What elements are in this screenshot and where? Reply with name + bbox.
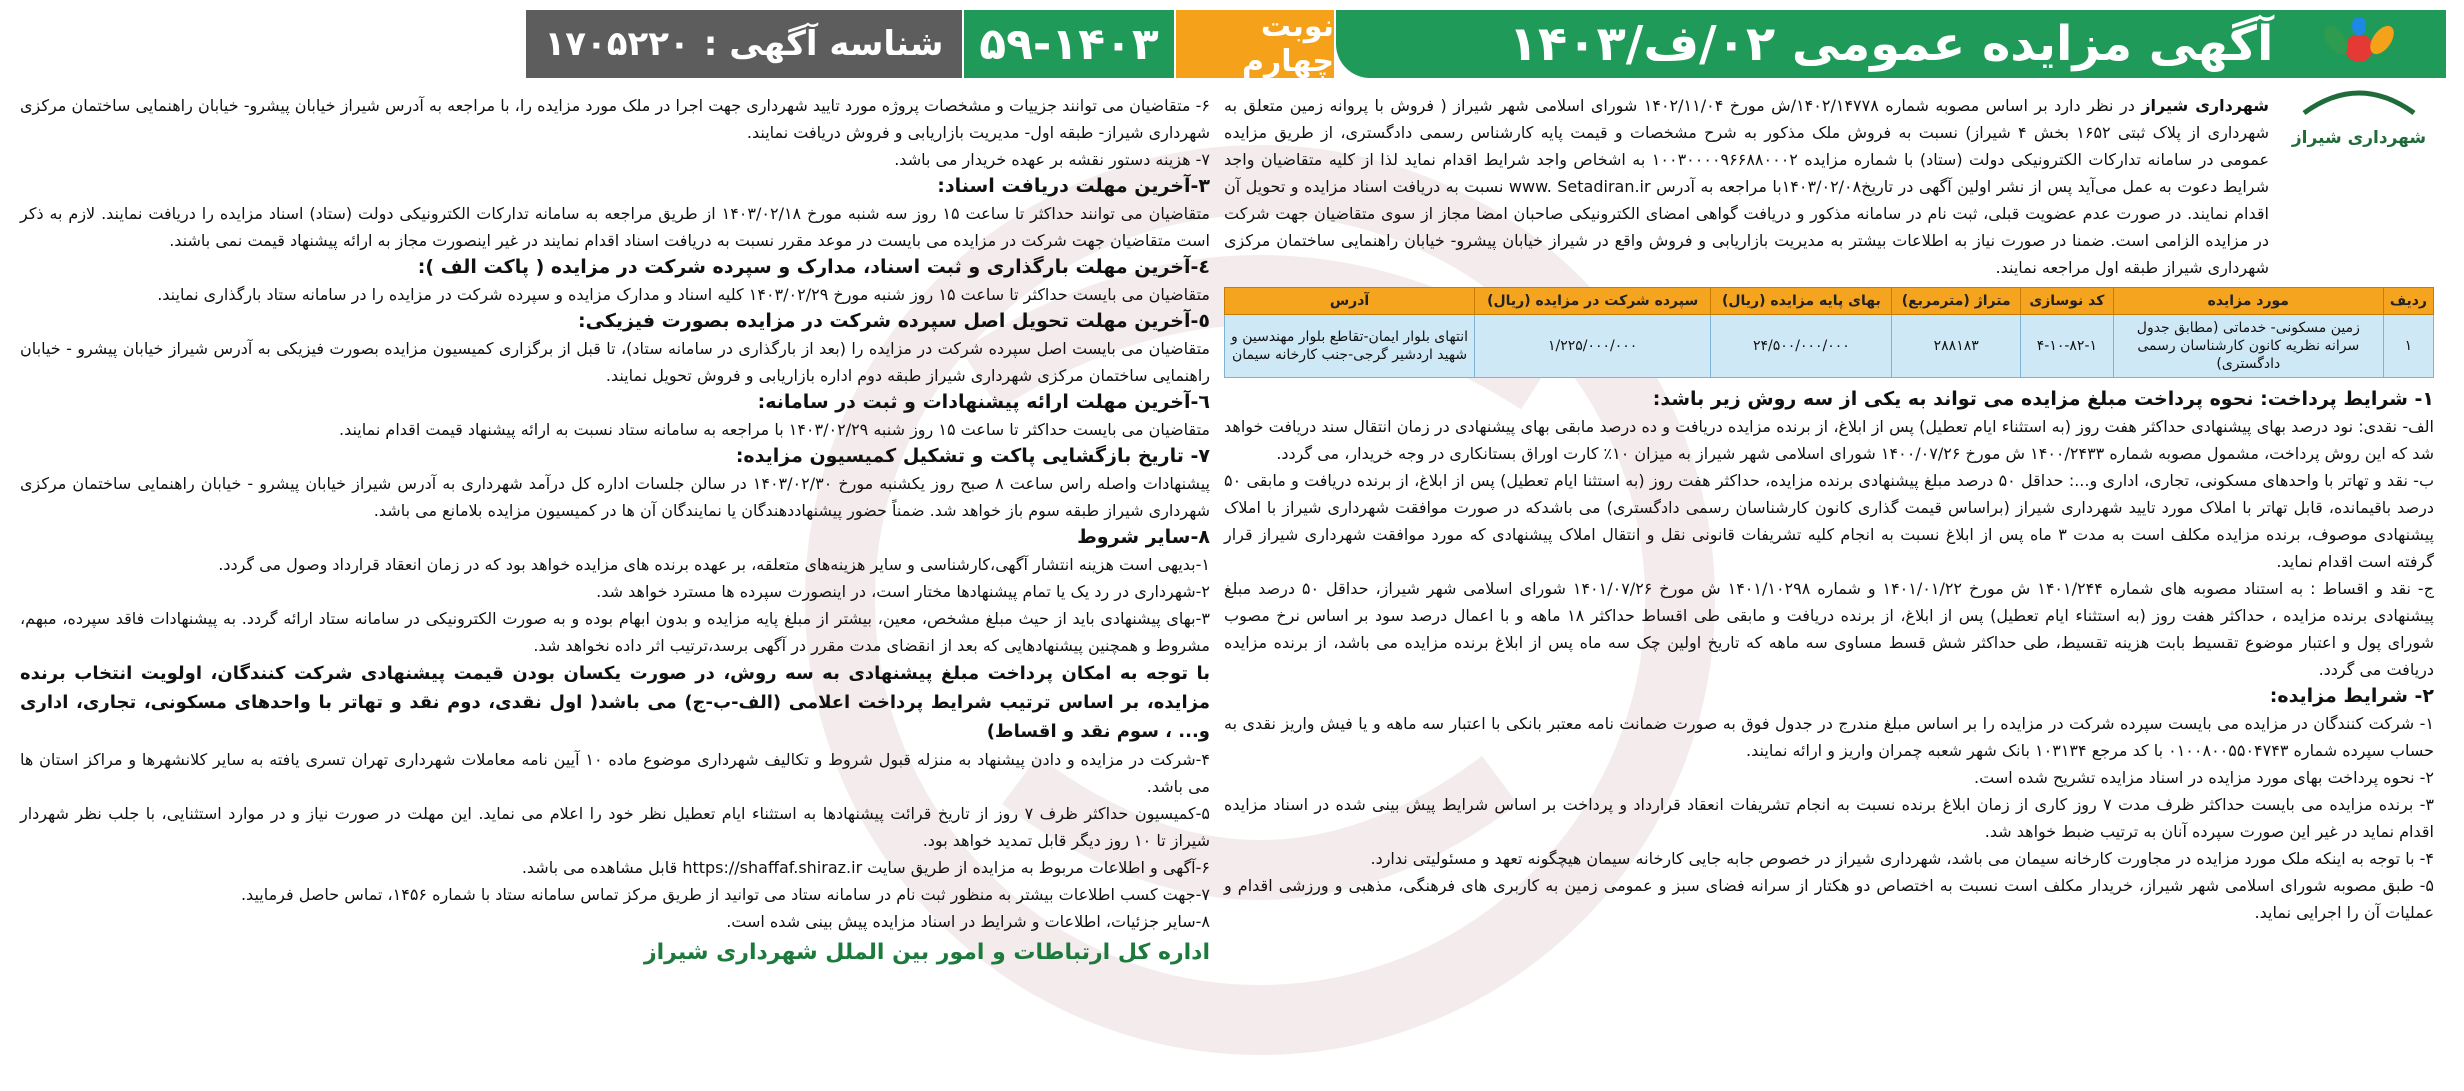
header-banner — [526, 10, 2446, 78]
left-column — [20, 92, 1210, 1077]
table-row — [1225, 315, 2434, 378]
section-body: پیشنهادات واصله راس ساعت ۸ صبح روز یکشنبه مورخ ۱۴۰۳/۰۲/۳۰ در سالن جلسات اداره کل درآمد شهرداری به آدرس شیراز خیابان پیشرو - خیابان راهنمایی ساختمان مرکزی شهرداری شیراز طبقه سوم باز خواهد شد. ضمناً حضور پیشنهاددهندگان یا نمایندگان آن ها در کمیسیون مزایده بلامانع می باشد. — [20, 474, 1211, 520]
other-condition: ۲-شهرداری در رد یک یا تمام پیشنهادها مختار است، در اینصورت سپرده ها مسترد خواهد شد. — [596, 582, 1210, 601]
auction-term: ۱- شرکت کنندگان در مزایده می بایست سپرده شرکت در مزایده را بر اساس مبلغ مندرج در جدول فوق به صورت ضمانت نامه معتبر بانکی با اعتبار سه ماهه و یا فیش واریز نقدی به حساب سپرده شماره ۰۱۰۰۸۰۰۵۵۰۴۷۴۳ با کد مرجع ۱۰۳۱۳۴ بانک شهر شعبه چمران واریز و ارائه نمایند. — [1224, 714, 2434, 760]
section-heading: ۳-آخرین مهلت دریافت اسناد: — [937, 175, 1210, 197]
table-header-cell: آدرس — [1225, 288, 1475, 315]
footer-signature: اداره کل ارتباطات و امور بین الملل شهرداری شیراز — [643, 940, 1210, 965]
table-cell: ۴-۱۰-۸۲-۱ — [2020, 315, 2113, 378]
section-body: متقاضیان می بایست حداکثر تا ساعت ۱۵ روز شنبه ۱۴۰۳/۰۲/۲۹ با مراجعه به سامانه ستاد نسبت به ارائه پیشنهاد قیمت اقدام نمایند. — [338, 420, 1210, 439]
auction-terms-heading: ۲- شرایط مزایده: — [2269, 685, 2434, 707]
other-conditions-heading: ۸-سایر شروط — [1077, 526, 1210, 548]
payment-term-cash: الف- نقدی: نود درصد بهای پیشنهادی حداکثر هفت روز (به استثناء ایام تعطیل) پس از ابلاغ، از برنده مزایده دریافت و ده درصد مابقی بهای پیشنهادی در زمان انتقال سند دریافت خواهد شد که این روش پرداخت، مشمول مصوبه شماره ۱۴۰۰/۲۴۳۳ ش مورخ ۱۴۰۰/۰۷/۲۶ شورای اسلامی شهر شیراز به میزان ۱۰٪ کارت اوراق بستانکاری در وجه خریدار، می گردد. — [1224, 417, 2434, 463]
table-cell: ۱/۲۲۵/۰۰۰/۰۰۰ — [1475, 315, 1711, 378]
priority-bold-text: با توجه به امکان پرداخت مبلغ پیشنهادی به سه روش، در صورت یکسان بودن قیمت پیشنهادی شرکت کنندگان، اولویت انتخاب برنده مزایده، بر اساس ترتیب شرایط پرداخت اعلامی (الف-ب-ج) می باشد( اول نقدی، دوم نقد و تهاتر با واحدهای مسکونی، تجاری، اداری و... ، سوم نقد و اقساط) — [20, 663, 1210, 742]
intro-municipality: شهرداری شیراز — [2141, 96, 2270, 115]
section-body: متقاضیان می بایست حداکثر تا ساعت ۱۵ روز شنبه مورخ ۱۴۰۳/۰۲/۲۹ کلیه اسناد و مدارک مزایده و سپرده شرکت در مزایده را در سامانه ستاد بارگذاری نمایند. — [157, 285, 1210, 304]
auction-term: ۳- برنده مزایده می بایست حداکثر ظرف مدت ۷ روز کاری از زمان ابلاغ برنده نسبت به انجام تشریفات انعقاد قرارداد و پرداخت بر اساس شرایط پیش بینی شده در اسناد مزایده اقدام نماید در غیر این صورت سپرده آنان به ترتیب ضبط خواهد شد. — [1224, 795, 2434, 841]
other-condition: ۴-شرکت در مزایده و دادن پیشنهاد به منزله قبول شروط و تکالیف شهرداری موضوع ماده ۱۰ آیین نامه معاملات شهرداری تهران تسری یافته به سایر کلانشهرها و مراکز استان ها می باشد. — [20, 750, 1210, 796]
table-cell: انتهای بلوار ایمان-تقاطع بلوار مهندسین و شهید اردشیر گرجی-جنب کارخانه سیمان — [1225, 315, 1475, 378]
section-body: متقاضیان می بایست اصل سپرده شرکت در مزایده را (بعد از بارگذاری در سامانه ستاد)، تا قبل از برگزاری کمیسیون مزایده بصورت فیزیکی به آدرس شیراز خیابان پیشرو - خیابان راهنمایی ساختمان مرکزی شهرداری شیراز طبقه دوم اداره بازاریابی و فروش تحویل نمایند. — [20, 339, 1210, 385]
section-heading: ٦-آخرین مهلت ارائه پیشنهادات و ثبت در سامانه: — [757, 391, 1210, 413]
table-header-cell: بهای پایه مزایده (ریال) — [1711, 288, 1892, 315]
other-condition: ۸-سایر جزئیات، اطلاعات و شرایط در اسناد مزایده پیش بینی شده است. — [726, 912, 1210, 931]
table-header-cell: سپرده شرکت در مزایده (ریال) — [1475, 288, 1711, 315]
table-cell: زمین مسکونی- خدماتی (مطابق جدول سرانه نظریه کانون کارشناسان رسمی دادگستری) — [2113, 315, 2383, 378]
ad-id-label: شناسه آگهی : — [703, 24, 944, 64]
intro-paragraph — [1224, 92, 2434, 281]
ad-id-value: ۱۷۰۵۲۲۰ — [544, 24, 690, 64]
notice-number: ۵۹-۱۴۰۳ — [964, 10, 1174, 78]
left-item: ۷- هزینه دستور نقشه بر عهده خریدار می باشد. — [894, 150, 1210, 169]
other-condition: ۵-کمیسیون حداکثر ظرف ۷ روز از تاریخ قرائت پیشنهادها به استثناء ایام تعطیل نظر خود را اعلام می نماید. این مهلت در صورت نیاز و در موارد استثنایی، با جلب نظر شهردار شیراز تا ۱۰ روز دیگر قابل تمدید خواهد بود. — [20, 804, 1211, 850]
payment-terms-heading: ۱- شرایط پرداخت: نحوه پرداخت مبلغ مزایده می تواند به یکی از سه روش زیر باشد: — [1652, 388, 2434, 410]
notice-title: آگهی مزایده عمومی ۰۲/ف/۱۴۰۳ — [1336, 10, 2446, 78]
auction-term: ۵- طبق مصوبه شورای اسلامی شهر شیراز، خریدار مکلف است نسبت به اختصاص دو هکتار از سرانه فضای سبز و عمومی زمین به کاربری های فرهنگی، مذهبی و ورزشی اقدام و عملیات آن را اجرایی نماید. — [1224, 876, 2434, 922]
other-condition: ۶-آگهی و اطلاعات مربوط به مزایده از طریق سایت https://shaffaf.shiraz.ir قابل مشاهده می باشد. — [521, 858, 1210, 877]
table-header-row — [1225, 288, 2434, 315]
table-cell: ۱ — [2383, 315, 2433, 378]
table-header-cell: کد نوسازی — [2020, 288, 2113, 315]
section-heading: ٥-آخرین مهلت تحویل اصل سپرده شرکت در مزایده بصورت فیزیکی: — [578, 310, 1210, 332]
intro-text: در نظر دارد بر اساس مصوبه شماره ۱۴۰۲/۱۴۷۷۸/ش مورخ ۱۴۰۲/۱۱/۰۴ شورای اسلامی شهر شیراز ( فروش با پروانه زمین متعلق به شهرداری از پلاک ثبتی ۱۶۵۲ بخش ۴ شیراز) نسبت به فروش ملک مذکور به شرح مشخصات و قیمت پایه کارشناس رسمی دادگستری، از طریق مزایده عمومی در سامانه تدارکات الکترونیکی دولت (ستاد) با شماره مزایده ۱۰۰۳۰۰۰۰۹۶۶۸۸۰۰۰۲ به اشخاص واجد شرایط اقدام نماید لذا از کلیه متقاضیان واجد شرایط دعوت به عمل می‌آید پس از نشر اولین آگهی در تاریخ۱۴۰۳/۰۲/۰۸با مراجعه به آدرس www. Setadiran.ir نسبت به دریافت اسناد مزایده و تحویل آن اقدام نمایند. در صورت عدم عضویت قبلی، ثبت نام در سامانه مذکور و دریافت گواهی امضای الکترونیکی صاحبان امضا مجاز از سوی متقاضیان جهت شرکت در مزایده الزامی است. ضمنا در صورت نیاز به اطلاعات بیشتر به مدیریت بازاریابی و فروش واقع در شیراز خیابان پیشرو- خیابان راهنمایی ساختمان مرکزی شهرداری شیراز طبقه اول مراجعه نمایند. — [1224, 96, 2270, 277]
other-condition: ۷-جهت کسب اطلاعات بیشتر به منظور ثبت نام در سامانه ستاد می توانید از طریق مرکز تماس سامانه ستاد با شماره ۱۴۵۶، تماس حاصل فرمایید. — [240, 885, 1210, 904]
payment-term-barter: ب- نقد و تهاتر با واحدهای مسکونی، تجاری، اداری و...: حداقل ۵۰ درصد مبلغ پیشنهادی برنده مزایده، حداکثر هفت روز (به استثنا ایام تعطیل) پس از ابلاغ، از برنده دریافت و مابقی ۵۰ درصد باقیمانده، قابل تهاتر با املاک مورد تایید شهرداری شیراز (براساس قیمت گذاری کانون کارشناسان رسمی دادگستری) می باشدکه در صورت موافقت شهرداری شیراز با املاک پیشنهادی موصوف، برنده مزایده مکلف است به مدت ۳ ماه پس از ابلاغ نسبت به انجام کلیه تشریفات قانونی نقل و انتقال املاک پیشنهادی که مورد موافقت شهرداری شیراز قرار گرفته است اقدام نماید. — [1224, 471, 2435, 571]
turn-badge: نوبت چهارم — [1176, 10, 1334, 78]
ad-id-box — [526, 10, 962, 78]
other-condition: ۱-بدیهی است هزینه انتشار آگهی،کارشناسی و سایر هزینه‌های متعلقه، بر عهده برنده های مزایده خواهد بود که در زمان انعقاد قرارداد وصول می گردد. — [218, 555, 1210, 574]
right-column — [1224, 92, 2434, 1077]
other-condition: ۳-بهای پیشنهادی باید از حیث مبلغ مشخص، معین، بیشتر از مبلغ پایه مزایده و بدون ابهام بوده و به صورت الکترونیکی در سامانه ستاد ارائه گردد. به پیشنهادات فاقد سپرده، مبهم، مشروط و همچنین پیشنهادهایی که بعد از انقضای مدت مقرر در آگهی برسد،ترتیب اثر داده نخواهد شد. — [20, 609, 1210, 655]
logo-text: شهرداری شیراز — [2291, 128, 2427, 148]
table-header-cell: ردیف — [2383, 288, 2433, 315]
auction-term: ۴- با توجه به اینکه ملک مورد مزایده در مجاورت کارخانه سیمان می باشد، شهرداری شیراز در خصوص جابه جایی کارخانه سیمان هیچگونه تعهد و مسئولیتی ندارد. — [1370, 849, 2434, 868]
table-header-cell: متراژ (مترمربع) — [1892, 288, 2021, 315]
payment-term-installment: ج- نقد و اقساط : به استناد مصوبه های شماره ۱۴۰۱/۲۴۴ ش مورخ ۱۴۰۱/۰۱/۲۲ و شماره ۱۴۰۱/۱۰۲۹۸ ش مورخ ۱۴۰۱/۰۷/۲۶ شورای اسلامی شهر شیراز، حداقل ۵۰ درصد مبلغ پیشنهادی برنده مزایده ، حداکثر هفت روز (به استثناء ایام تعطیل) پس از ابلاغ، از برنده دریافت و مابقی طی اقساط حداکثر ۱۸ ماهه و با اعمال درصد سود بر اساس نرخ مصوب شورای پول و اعتبار موضوع تقسیط بابت هزینه تقسیط، طی حداکثر شش قسط مساوی سه ماهه که تاریخ اولین چک سه ماه پس از ابلاغ برنده مزایده می باشد، از برنده مزایده دریافت می گردد. — [1224, 579, 2435, 679]
table-cell: ۲۴/۵۰۰/۰۰۰/۰۰۰ — [1711, 315, 1892, 378]
auction-term: ۲- نحوه پرداخت بهای مورد مزایده در اسناد مزایده تشریح شده است. — [1974, 768, 2434, 787]
left-item: ۶- متقاضیان می توانند جزییات و مشخصات پروژه مورد تایید شهرداری جهت اجرا در ملک مورد مزایده را، با مراجعه به آدرس شیراز خیابان پیشرو- خیابان راهنمایی ساختمان مرکزی شهرداری شیراز- طبقه اول- مدیریت بازاریابی و فروش دریافت نمایند. — [20, 96, 1210, 142]
section-body: متقاضیان می توانند حداکثر تا ساعت ۱۵ روز سه شنبه مورخ ۱۴۰۳/۰۲/۱۸ از طریق مراجعه به سامانه تدارکات الکترونیکی دولت (ستاد) اسناد مزایده را دریافت نمایند. لازم به ذکر است متقاضیان جهت شرکت در مزایده می بایست در موعد مقرر نسبت به دریافت اسناد اقدام نمایند در غیر اینصورت مجاز به ارائه پیشنهاد قیمت نمی باشند. — [20, 204, 1210, 250]
section-heading: ٤-آخرین مهلت بارگذاری و ثبت اسناد، مدارک و سپرده شرکت در مزایده ( پاکت الف ): — [417, 256, 1210, 278]
auction-table — [1224, 287, 2434, 378]
section-heading: ۷- تاریخ بازگشایی پاکت و تشکیل کمیسیون مزایده: — [735, 445, 1210, 467]
table-cell: ۲۸۸۱۸۳ — [1892, 315, 2021, 378]
table-header-cell: مورد مزایده — [2113, 288, 2383, 315]
